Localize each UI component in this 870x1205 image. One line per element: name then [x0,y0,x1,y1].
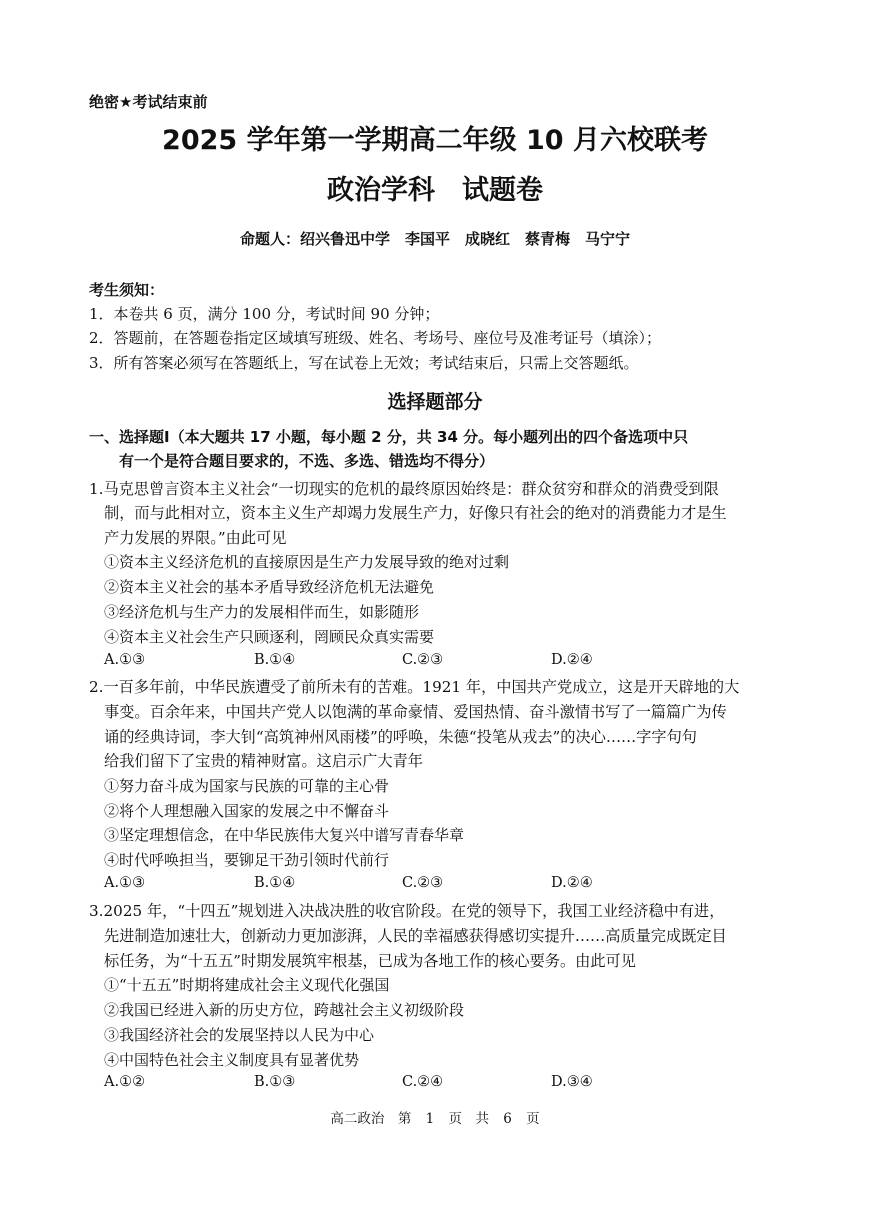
question-stem: 2.一百多年前，中华民族遭受了前所未有的苦难。1921 年，中国共产党成立，这是开天辟地的大 [89,678,740,696]
notes-heading: 考生须知： [89,281,165,299]
question-stem: 诵的经典诗词，李大钊“高筑神州风雨楼”的呼唤，朱德“投笔从戎去”的决心……字字句句 [104,728,697,746]
exam-title: 2025 学年第一学期高二年级 10 月六校联考 [162,125,708,156]
statement-option: ①努力奋斗成为国家与民族的可靠的主心骨 [104,777,390,795]
confidential-mark: 绝密★考试结束前 [89,93,208,111]
statement-option: ②将个人理想融入国家的发展之中不懈奋斗 [104,802,390,820]
answer-choice-b: B.①④ [254,875,296,891]
question-stem: 制，而与此相对立，资本主义生产却竭力发展生产力，好像只有社会的绝对的消费能力才是生 [104,504,727,522]
note-item: 2．答题前，在答题卷指定区域填写班级、姓名、考场号、座位号及准考证号（填涂）； [89,329,662,347]
answer-choice-c: C.②③ [402,875,444,891]
statement-option: ③坚定理想信念，在中华民族伟大复兴中谱写青春华章 [104,826,465,844]
exam-subtitle: 政治学科 试题卷 [327,175,543,206]
statement-option: ②资本主义社会的基本矛盾导致经济危机无法避免 [104,578,435,596]
answer-choice-a: A.①② [104,1074,146,1090]
question-stem: 先进制造加速壮大，创新动力更加澎湃，人民的幸福感获得感切实提升……高质量完成既定目 [104,927,727,945]
question-stem: 标任务，为“十五五”时期发展筑牢根基，已成为各地工作的核心要务。由此可见 [104,952,636,970]
answer-choice-b: B.①④ [254,652,296,668]
question-stem: 1.马克思曾言资本主义社会“一切现实的危机的最终原因始终是：群众贫穷和群众的消费受到限 [89,480,719,498]
question-stem: 给我们留下了宝贵的精神财富。这启示广大青年 [104,752,423,770]
answer-choice-c: C.②③ [402,652,444,668]
statement-option: ②我国已经进入新的历史方位，跨越社会主义初级阶段 [104,1001,465,1019]
answer-choice-a: A.①③ [104,652,146,668]
section-title: 选择题部分 [387,391,483,413]
answer-choice-b: B.①③ [254,1074,296,1090]
part-heading-cont: 有一个是符合题目要求的，不选、多选、错选均不得分） [119,452,495,470]
statement-option: ④中国特色社会主义制度具有显著优势 [104,1051,360,1069]
page-footer: 高二政治 第 1 页 共 6 页 [330,1111,540,1127]
statement-option: ①资本主义经济危机的直接原因是生产力发展导致的绝对过剩 [104,553,510,571]
note-item: 1．本卷共 6 页，满分 100 分，考试时间 90 分钟； [89,305,440,323]
part-heading: 一、选择题Ⅰ（本大题共 17 小题，每小题 2 分，共 34 分。每小题列出的四个备选项中只 [89,428,689,446]
authors-line: 命题人：绍兴鲁迅中学 李国平 成晓红 蔡青梅 马宁宁 [239,230,630,248]
question-stem: 事变。百余年来，中国共产党人以饱满的革命豪情、爱国热情、奋斗激情书写了一篇篇广为传 [104,703,727,721]
answer-choice-a: A.①③ [104,875,146,891]
answer-choice-d: D.②④ [551,652,593,668]
question-stem: 产力发展的界限。”由此可见 [104,529,287,547]
question-stem: 3.2025 年，“十四五”规划进入决战决胜的收官阶段。在党的领导下，我国工业经济稳中有进， [89,902,725,920]
answer-choice-d: D.②④ [551,875,593,891]
statement-option: ①“十五五”时期将建成社会主义现代化强国 [104,976,390,994]
statement-option: ④资本主义社会生产只顾逐利，罔顾民众真实需要 [104,628,435,646]
statement-option: ④时代呼唤担当，要铆足干劲引领时代前行 [104,851,390,869]
statement-option: ③经济危机与生产力的发展相伴而生，如影随形 [104,603,420,621]
statement-option: ③我国经济社会的发展坚持以人民为中心 [104,1026,375,1044]
note-item: 3．所有答案必须写在答题纸上，写在试卷上无效；考试结束后，只需上交答题纸。 [89,354,639,372]
answer-choice-d: D.③④ [551,1074,593,1090]
answer-choice-c: C.②④ [402,1074,444,1090]
